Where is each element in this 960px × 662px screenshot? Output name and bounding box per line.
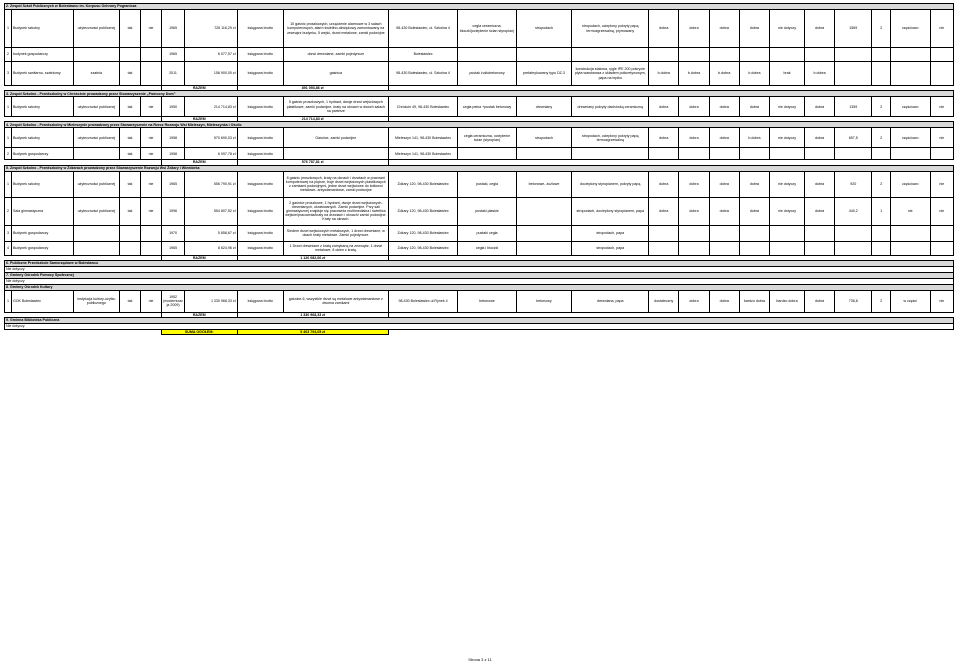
cell-fl: 2: [872, 128, 891, 148]
cell-lp: 1: [5, 10, 12, 48]
cell-roof: [572, 148, 649, 160]
cell-c1: dobra: [649, 171, 679, 197]
cell-year: 1952 (modernizacja 2009): [161, 290, 184, 312]
cell-loc: Mieleszyn 141, 98-430 Bolesławiec: [388, 128, 458, 148]
cell-year: 1996: [161, 197, 184, 225]
cell-c6: b.dobra: [804, 62, 834, 86]
cell-fl: 2: [872, 10, 891, 48]
cell-value: 8 624,96 zł: [185, 241, 237, 255]
cell-c6: dobra: [804, 197, 834, 225]
cell-walls: cegła ceramiczna, bloczki(ocieplenie ścian styropian): [458, 10, 516, 48]
cell-c3: dobra: [709, 97, 739, 117]
grand-total-value: 5 463 794,65 zł: [237, 330, 388, 335]
cell-walls: pustaki cegła: [458, 225, 516, 241]
cell-c2: [679, 148, 709, 160]
cell-area: [835, 48, 872, 62]
cell-ceil: betonowy: [516, 290, 572, 312]
section-title: 6. Publiczne Przedszkole Samorządowe w Bolesławcu: [5, 260, 954, 266]
cell-cel: częściowo: [890, 97, 930, 117]
cell-year: 2011: [161, 62, 184, 86]
cell-ext: [930, 148, 953, 160]
cell-area: [835, 62, 872, 86]
cell-fl: [872, 241, 891, 255]
cell-c2: [679, 225, 709, 241]
cell-c4: b.dobra: [739, 128, 769, 148]
table-row: [5, 225, 954, 241]
cell-roof: stropodach, papa: [572, 241, 649, 255]
cell-c5: nie dotyczy: [770, 10, 805, 48]
cell-b: nie: [141, 10, 162, 48]
cell-c5: [770, 48, 805, 62]
section-title: 4. Zespół Szkolno - Przedszkolny w Mieleszynie prowadzony przez Stowarzyszenie na Rzecz Rozwoju Wsi Mieleszyn, Mieleszynka i Okolic: [5, 122, 954, 128]
cell-c2: dobra: [679, 171, 709, 197]
cell-use: [73, 148, 120, 160]
cell-sec: [284, 148, 389, 160]
table-row: [5, 10, 954, 48]
cell-b: nie: [141, 290, 162, 312]
cell-c6: [804, 148, 834, 160]
page-footer: Strona 3 z 11: [468, 657, 492, 662]
cell-name: Budynek szkolny: [11, 97, 73, 117]
cell-value: 556 790,91 zł: [185, 171, 237, 197]
cell-ext: nie: [930, 128, 953, 148]
table-row: [5, 171, 954, 197]
cell-kind: księgowa brutto: [237, 290, 284, 312]
cell-name: Budynek gospodarczy: [11, 241, 73, 255]
cell-ceil: betonowe- żużlowe: [516, 171, 572, 197]
cell-c5: [770, 241, 805, 255]
cell-sec: 5 gaśnic proszkowych, 1 hydrant, dwoje drzwi wejściowych plastikowe, zamki podwójne, kraty na oknach w dwóch salach na parterze: [284, 97, 389, 117]
section-total-value: 214 714,83 zł: [237, 117, 388, 122]
cell-c2: dobra: [679, 97, 709, 117]
cell-year: 1950: [161, 97, 184, 117]
cell-c4: [739, 148, 769, 160]
cell-name: Budynek gospodarczy: [11, 148, 73, 160]
cell-loc: 98-430 Bolesławiec ul.Rynek 4: [388, 290, 458, 312]
section-title: 3. Zespół Szkolno - Przedszkolny w Chróścinie prowadzony przez Stowarzyszenie „Pomocny Dom”: [5, 91, 954, 97]
cell-ceil: [516, 48, 572, 62]
cell-cel: w części: [890, 290, 930, 312]
cell-c1: [649, 148, 679, 160]
cell-a: tak: [120, 171, 141, 197]
section-title: 8. Gminny Ośrodek Kultury: [5, 284, 954, 290]
cell-loc: Żdżary 120, 98-430 Bolesławiec: [388, 241, 458, 255]
section-total-label: RAZEM: [161, 117, 237, 122]
section-total-label: RAZEM: [161, 255, 237, 260]
cell-roof: stropodach, ocieplony pokryty papą termozgrzewalną, prymowany: [572, 10, 649, 48]
cell-kind: księgowa brutto: [237, 62, 284, 86]
table-row: [5, 290, 954, 312]
cell-kind: księgowa brutto: [237, 197, 284, 225]
cell-c5: [770, 148, 805, 160]
table-row: [5, 197, 954, 225]
cell-year: 1965: [161, 10, 184, 48]
cell-walls: cegła pełna +pustak betonowy: [458, 97, 516, 117]
cell-roof: stropodach, ocieplony pokryty papą termozgrzewalną: [572, 128, 649, 148]
cell-c3: [709, 48, 739, 62]
cell-walls: betonowe: [458, 290, 516, 312]
cell-b: nie: [141, 197, 162, 225]
cell-c4: [739, 225, 769, 241]
cell-walls: [458, 48, 516, 62]
cell-cel: [890, 148, 930, 160]
cell-ceil: prefabrykowany typu DZ-3: [516, 62, 572, 86]
cell-year: 1958: [161, 148, 184, 160]
cell-roof: drewniana, papa: [572, 290, 649, 312]
cell-cel: [890, 241, 930, 255]
cell-a: tak: [120, 97, 141, 117]
cell-cel: [890, 62, 930, 86]
cell-loc: Bolesławiec: [388, 48, 458, 62]
cell-ceil: [516, 148, 572, 160]
cell-c5: [770, 225, 805, 241]
cell-kind: księgowa brutto: [237, 97, 284, 117]
cell-lp: 2: [5, 197, 12, 225]
cell-sec: 1 Drzwi drewniane z kratą zamykaną na zewnątrz. 1 drzwi metalowe, 8 okien z kratą.: [284, 241, 389, 255]
cell-c5: nie dotyczy: [770, 171, 805, 197]
cell-c2: dobra: [679, 197, 709, 225]
cell-sec: 8 gaśnic proszkowych, kraty na oknach i drzwiach w pracowni komputerowej na piętrze, troje drzwi wejściowych plastikowych z zamkami podwójnymi, jedne drzwi wejściowe do kotłowni metalowe- antywłamaniowe, zamki podwójne: [284, 171, 389, 197]
cell-cel: [890, 225, 930, 241]
cell-kind: księgowa brutto: [237, 225, 284, 241]
cell-sec: Siedem drzwi wejściowych metalowych, 1 drzwi drewniane, w okach kraty metalowe. Zamki pojedyncze.: [284, 225, 389, 241]
cell-lp: 1: [5, 290, 12, 312]
cell-kind: księgowa brutto: [237, 10, 284, 48]
cell-c2: [679, 48, 709, 62]
section-title: 5. Zespół Szkolno - Przedszkolny w Żdżarach prowadzony przez Stowarzyszenie Rozwoju Wsi Żdżary i Wiewiórka: [5, 165, 954, 171]
cell-a: tak: [120, 10, 141, 48]
cell-area: 440,2: [835, 197, 872, 225]
cell-year: 1970: [161, 225, 184, 241]
cell-value: 158 900,00 zł: [185, 62, 237, 86]
cell-c3: [709, 241, 739, 255]
cell-c2: [679, 241, 709, 255]
cell-c6: dobra: [804, 10, 834, 48]
cell-use: instytucja kultury-użytku publicznego: [73, 290, 120, 312]
cell-loc: Żdżary 120, 98-430 Bolesławiec: [388, 225, 458, 241]
cell-ext: nie: [930, 97, 953, 117]
cell-fl: 2: [872, 290, 891, 312]
cell-walls: pustaki płaskie: [458, 197, 516, 225]
section-note: Nie dotyczy: [5, 324, 954, 330]
cell-c1: dobra: [649, 128, 679, 148]
table-row: [5, 97, 954, 117]
cell-name: Sala gimnastyczna: [11, 197, 73, 225]
cell-sec: gaśnice-6, wszystkie drzwi są metalowe antywłamaniowe z dwoma zamkami: [284, 290, 389, 312]
cell-c5: bardzo dobra: [770, 290, 805, 312]
cell-kind: księgowa brutto: [237, 148, 284, 160]
cell-b: [141, 241, 162, 255]
table-row: [5, 241, 954, 255]
cell-c4: dobra: [739, 97, 769, 117]
cell-use: użyteczności publicznej: [73, 97, 120, 117]
cell-roof: stropodach, papa: [572, 225, 649, 241]
cell-fl: 2: [872, 97, 891, 117]
cell-value: 6 077,57 zł: [185, 48, 237, 62]
property-register-table: [4, 3, 954, 335]
table-row: [5, 48, 954, 62]
cell-loc: Żdżary 120, 98-430 Bolesławiec: [388, 171, 458, 197]
cell-c1: dobra: [649, 197, 679, 225]
cell-roof: docieplony styropianem, pokryty papą: [572, 171, 649, 197]
cell-b: nie: [141, 128, 162, 148]
section-total-label: RAZEM: [161, 312, 237, 317]
cell-name: Budynek szkolny: [11, 10, 73, 48]
cell-value: 5 858,67 zł: [185, 225, 237, 241]
cell-use: użyteczności publicznej: [73, 128, 120, 148]
cell-roof: drewniany pokryty dachówką ceramiczną: [572, 97, 649, 117]
cell-cel: częściowo: [890, 128, 930, 148]
cell-kind: księgowa brutto: [237, 241, 284, 255]
cell-area: [835, 225, 872, 241]
cell-c3: [709, 225, 739, 241]
cell-roof: [572, 48, 649, 62]
cell-ext: [930, 62, 953, 86]
cell-fl: 2: [872, 171, 891, 197]
cell-c4: dobra: [739, 171, 769, 197]
cell-c4: b.dobra: [739, 62, 769, 86]
cell-c4: dobra: [739, 10, 769, 48]
section-total-value: 1 126 082,06 zł: [237, 255, 388, 260]
cell-walls: pustak żużlobetonowy: [458, 62, 516, 86]
cell-c2: dobra: [679, 10, 709, 48]
cell-c4: [739, 48, 769, 62]
cell-loc: Żdżary 120, 98-430 Bolesławiec: [388, 197, 458, 225]
cell-ext: [930, 225, 953, 241]
cell-lp: 2: [5, 48, 12, 62]
cell-use: użyteczności publicznej: [73, 197, 120, 225]
cell-year: 1965: [161, 241, 184, 255]
cell-area: 736,8: [835, 290, 872, 312]
cell-loc: Mieleszyn 141, 98-430 Bolesławiec: [388, 148, 458, 160]
cell-lp: 1: [5, 128, 12, 148]
cell-year: 1965: [161, 171, 184, 197]
cell-kind: księgowa brutto: [237, 171, 284, 197]
cell-c2: dobra: [679, 128, 709, 148]
cell-year: 1958: [161, 128, 184, 148]
cell-area: [835, 148, 872, 160]
cell-b: nie: [141, 148, 162, 160]
cell-name: budynek gospodarczy: [11, 48, 73, 62]
cell-c6: [804, 241, 834, 255]
cell-ext: [930, 48, 953, 62]
cell-a: tak: [120, 128, 141, 148]
cell-b: [141, 48, 162, 62]
register-sheet: [4, 3, 954, 335]
cell-c6: dobra: [804, 290, 834, 312]
cell-c4: dobra: [739, 197, 769, 225]
cell-c3: dobra: [709, 128, 739, 148]
cell-ext: nie: [930, 171, 953, 197]
cell-c6: [804, 225, 834, 241]
cell-value: 554 807,52 zł: [185, 197, 237, 225]
cell-a: [120, 225, 141, 241]
cell-c3: b.dobra: [709, 62, 739, 86]
cell-value: 570 690,03 zł: [185, 128, 237, 148]
grand-total-label: SUMA OGÓŁEM:: [161, 330, 237, 335]
cell-fl: [872, 225, 891, 241]
cell-area: [835, 241, 872, 255]
cell-c1: dostateczny: [649, 290, 679, 312]
cell-ceil: stropodach: [516, 10, 572, 48]
cell-a: tak: [120, 62, 141, 86]
cell-b: [141, 62, 162, 86]
table-row: [5, 62, 954, 86]
section-title: 7. Gminny Ośrodek Pomocy Społecznej: [5, 272, 954, 278]
cell-use: użyteczności publicznej: [73, 171, 120, 197]
cell-a: tak: [120, 290, 141, 312]
section-note: Nie dotyczy: [5, 266, 954, 272]
cell-cel: nie: [890, 197, 930, 225]
table-row: [5, 148, 954, 160]
cell-c1: dobra: [649, 97, 679, 117]
cell-c1: [649, 48, 679, 62]
cell-loc: 98-430 Bolesławiec, ul. Szkolna 4: [388, 10, 458, 48]
cell-roof: stropodach, docieplony styropianem, papa: [572, 197, 649, 225]
cell-sec: 2 gaśnice proszkowe, 1 hydrant, dwoje drzwi wejściowych-drewnianych, okratowanych. Zamki podwójne. Przy sali gimnastycznej znajduje się pracownia multimedialna i świetlica wejście/pracownia/kraty na drzwiach i oknach/ zamki podwójne. Kraty na oknach.: [284, 197, 389, 225]
cell-c6: [804, 48, 834, 62]
cell-sec: Gaśnice, zamki podwójne: [284, 128, 389, 148]
cell-c5: brak: [770, 62, 805, 86]
cell-use: szatnia: [73, 62, 120, 86]
cell-cel: częściowo: [890, 10, 930, 48]
cell-ext: nie: [930, 10, 953, 48]
section-total-label: RAZEM: [161, 86, 237, 91]
cell-name: Budynek szkolny: [11, 171, 73, 197]
cell-lp: 3: [5, 225, 12, 241]
cell-fl: [872, 148, 891, 160]
cell-walls: [458, 148, 516, 160]
cell-c6: dobra: [804, 128, 834, 148]
cell-walls: pustaki, cegła: [458, 171, 516, 197]
cell-ceil: [516, 197, 572, 225]
cell-walls: cegła i bloczki: [458, 241, 516, 255]
cell-fl: [872, 48, 891, 62]
section-total-value: 891 093,86 zł: [237, 86, 388, 91]
cell-ceil: stropodach: [516, 128, 572, 148]
cell-cel: [890, 48, 930, 62]
cell-value: 214 714,83 zł: [185, 97, 237, 117]
cell-lp: 1: [5, 171, 12, 197]
cell-b: nie: [141, 171, 162, 197]
cell-value: 1 330 968,33 zł: [185, 290, 237, 312]
cell-sec: 10 gaśnic proszkowych, urządzenie alarmowe w 3 salach komputerowych, alarm świetlno-dźwiękowy zamontowany na zewnątrz budynku, 5 wejść, drzwi metalowe, zamki podwójne: [284, 10, 389, 48]
cell-loc: Chróścin 49, 98-430 Bolesławiec: [388, 97, 458, 117]
cell-area: 1359: [835, 97, 872, 117]
cell-use: użyteczności publicznej: [73, 10, 120, 48]
cell-ext: [930, 241, 953, 255]
cell-lp: 4: [5, 241, 12, 255]
cell-c3: dobra: [709, 290, 739, 312]
cell-a: tak: [120, 148, 141, 160]
cell-c1: b.dobra: [649, 62, 679, 86]
cell-name: Budynek gospodarczy: [11, 225, 73, 241]
cell-name: Budynek szkolny: [11, 128, 73, 148]
cell-cel: częściowo: [890, 171, 930, 197]
cell-value: 726 116,29 zł: [185, 10, 237, 48]
cell-fl: [872, 62, 891, 86]
cell-ceil: [516, 225, 572, 241]
cell-area: 1569: [835, 10, 872, 48]
section-total-label: RAZEM: [161, 160, 237, 165]
cell-kind: księgowa brutto: [237, 128, 284, 148]
grand-total: [5, 330, 954, 335]
section-total-value: 1 330 968,33 zł: [237, 312, 388, 317]
cell-ceil: drewniany: [516, 97, 572, 117]
cell-a: [120, 241, 141, 255]
section-title: 2. Zespół Szkół Publicznych w Bolesławcu im. Korpusu Ochrony Pogranicza: [5, 4, 954, 10]
cell-c3: dobra: [709, 171, 739, 197]
cell-ceil: [516, 241, 572, 255]
cell-kind: księgowa brutto: [237, 48, 284, 62]
table-row: [5, 128, 954, 148]
cell-c1: [649, 241, 679, 255]
cell-c1: [649, 225, 679, 241]
cell-c5: nie dotyczy: [770, 197, 805, 225]
cell-b: [141, 225, 162, 241]
cell-c5: nie dotyczy: [770, 128, 805, 148]
cell-c1: dobra: [649, 10, 679, 48]
cell-value: 6 097,78 zł: [185, 148, 237, 160]
cell-use: [73, 225, 120, 241]
cell-a: tak: [120, 197, 141, 225]
cell-c2: b.dobra: [679, 62, 709, 86]
cell-loc: 98-430 Bolesławiec, ul. Szkolna 4: [388, 62, 458, 86]
cell-c3: [709, 148, 739, 160]
cell-roof: konstrukcja stalowa, rygle IPE 200 pokrycie płyta warstwowa z układem poliuretynowym, papa na lepiku: [572, 62, 649, 86]
cell-b: nie: [141, 97, 162, 117]
cell-use: [73, 241, 120, 255]
cell-a: [120, 48, 141, 62]
cell-name: GOK Bolesławiec: [11, 290, 73, 312]
cell-c3: dobra: [709, 197, 739, 225]
cell-c5: nie dotyczy: [770, 97, 805, 117]
cell-area: 920: [835, 171, 872, 197]
cell-name: Budynek sanitarno- szatniowy: [11, 62, 73, 86]
cell-c6: dobra: [804, 171, 834, 197]
cell-ext: nie: [930, 290, 953, 312]
cell-sec: gaśnica: [284, 62, 389, 86]
cell-c4: bardzo dobra: [739, 290, 769, 312]
cell-lp: 2: [5, 148, 12, 160]
cell-ext: nie: [930, 197, 953, 225]
cell-area: 657,5: [835, 128, 872, 148]
cell-c6: dobra: [804, 97, 834, 117]
cell-fl: 1: [872, 197, 891, 225]
cell-c4: [739, 241, 769, 255]
cell-sec: drzwi drewniane, zamki pojedyncze: [284, 48, 389, 62]
cell-year: 1965: [161, 48, 184, 62]
section-title: 9. Gminna Biblioteka Publiczna: [5, 318, 954, 324]
cell-lp: 1: [5, 97, 12, 117]
section-note: Nie dotyczy: [5, 278, 954, 284]
cell-c2: dobra: [679, 290, 709, 312]
cell-use: [73, 48, 120, 62]
section-total-value: 576 787,81 zł: [237, 160, 388, 165]
cell-walls: cegła ceramiczna, ocieplenie ścian (styropian): [458, 128, 516, 148]
cell-c3: dobra: [709, 10, 739, 48]
cell-lp: 3: [5, 62, 12, 86]
